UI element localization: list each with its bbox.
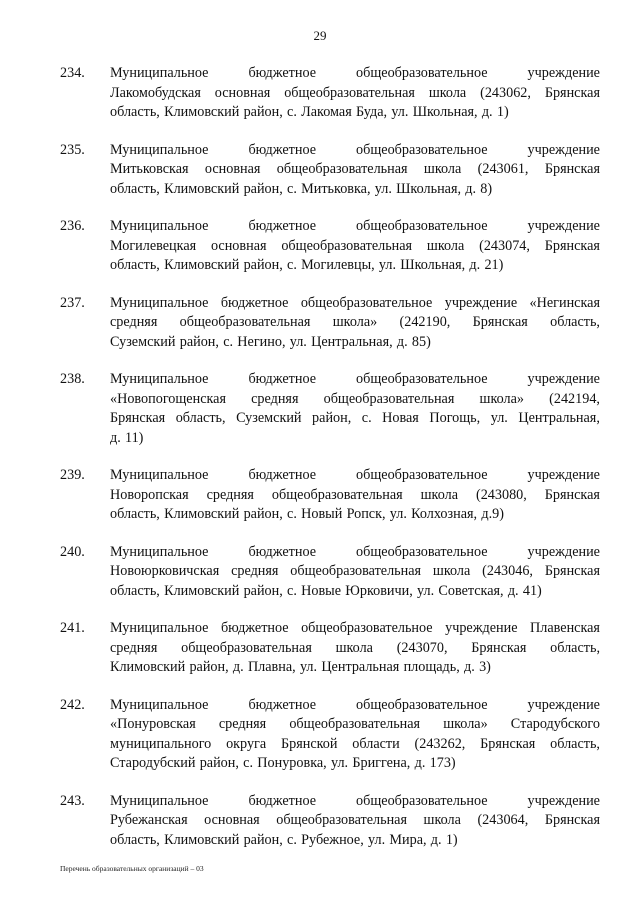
entry-line: муниципального округа Брянской области (243262, Брянская область, xyxy=(110,735,600,752)
entry-line: Стародубский район, с. Понуровка, ул. Бриггена, д. 173) xyxy=(110,755,456,771)
entry-line: Муниципальное бюджетное общеобразовательное учреждение xyxy=(110,65,600,81)
list-item xyxy=(60,370,600,448)
entry-line: Муниципальное бюджетное общеобразовательное учреждение xyxy=(110,218,600,234)
entry-line: Муниципальное бюджетное общеобразовательное учреждение «Негинская xyxy=(110,294,600,311)
entry-number: 238. xyxy=(60,371,85,387)
entry-line: область, Климовский район, с. Рубежное, ул. Мира, д. 1) xyxy=(110,831,458,848)
entry-line: д. 11) xyxy=(110,429,144,446)
entry-text xyxy=(110,141,600,200)
entry-line: Новоропская средняя общеобразовательная школа (243080, Брянская xyxy=(110,486,600,503)
list-item xyxy=(60,619,600,678)
entry-line: область, Климовский район, с. Новые Юрковичи, ул. Советская, д. 41) xyxy=(110,582,542,599)
entry-line: Муниципальное бюджетное общеобразовательное учреждение xyxy=(110,141,600,158)
entry-line: «Понуровская средняя общеобразовательная школа» Стародубского xyxy=(110,716,600,732)
entry-line: Рубежанская основная общеобразовательная школа (243064, Брянская xyxy=(110,812,600,828)
list-item xyxy=(60,792,600,851)
entry-text xyxy=(110,64,600,123)
footer-note: Перечень образовательных организаций – 03 xyxy=(60,864,204,873)
entry-number: 241. xyxy=(60,620,85,636)
entry-line: область, Климовский район, с. Лакомая Буда, ул. Школьная, д. 1) xyxy=(110,104,509,120)
list-item xyxy=(60,294,600,353)
list-item xyxy=(60,217,600,276)
entry-text xyxy=(110,466,600,525)
entry-text xyxy=(110,792,600,851)
page-number: 29 xyxy=(313,28,327,43)
entry-line: средняя общеобразовательная школа (243070, Брянская область, xyxy=(110,639,600,656)
entry-line: Климовский район, д. Плавна, ул. Центральная площадь, д. 3) xyxy=(110,659,491,675)
entry-line: Муниципальное бюджетное общеобразовательное учреждение xyxy=(110,543,600,560)
entry-line: Муниципальное бюджетное общеобразовательное учреждение xyxy=(110,371,600,387)
entry-text xyxy=(110,696,600,774)
entry-line: Брянская область, Суземский район, с. Новая Погощь, ул. Центральная, xyxy=(110,410,600,426)
entry-number: 240. xyxy=(60,543,85,560)
entry-line: Суземский район, с. Негино, ул. Центральная, д. 85) xyxy=(110,333,431,350)
entry-number: 237. xyxy=(60,294,85,311)
entry-text xyxy=(110,294,600,353)
entry-list xyxy=(60,64,600,868)
entry-line: «Новопогощенская средняя общеобразовательная школа» (242194, xyxy=(110,390,600,407)
list-item xyxy=(60,696,600,774)
list-item xyxy=(60,466,600,525)
entry-line: средняя общеобразовательная школа» (242190, Брянская область, xyxy=(110,314,600,330)
entry-line: область, Климовский район, с. Митьковка, ул. Школьная, д. 8) xyxy=(110,180,493,197)
entry-line: Могилевецкая основная общеобразовательная школа (243074, Брянская xyxy=(110,237,600,254)
list-item xyxy=(60,543,600,602)
entry-text xyxy=(110,217,600,276)
entry-number: 236. xyxy=(60,218,85,234)
entry-text xyxy=(110,370,600,448)
entry-line: Лакомобудская основная общеобразовательная школа (243062, Брянская xyxy=(110,84,600,101)
entry-line: Митьковская основная общеобразовательная школа (243061, Брянская xyxy=(110,161,600,177)
entry-text xyxy=(110,619,600,678)
entry-line: Новоюрковичская средняя общеобразовательная школа (243046, Брянская xyxy=(110,563,600,579)
entry-line: область, Климовский район, с. Могилевцы, ул. Школьная, д. 21) xyxy=(110,257,504,273)
entry-number: 239. xyxy=(60,467,85,483)
entry-line: область, Климовский район, с. Новый Ропск, ул. Колхозная, д.9) xyxy=(110,506,504,522)
entry-line: Муниципальное бюджетное общеобразовательное учреждение Плавенская xyxy=(110,620,600,636)
entry-line: Муниципальное бюджетное общеобразовательное учреждение xyxy=(110,467,600,483)
list-item xyxy=(60,64,600,123)
entry-line: Муниципальное бюджетное общеобразовательное учреждение xyxy=(110,792,600,809)
entry-text xyxy=(110,543,600,602)
entry-number: 235. xyxy=(60,141,85,158)
list-item xyxy=(60,141,600,200)
entry-number: 243. xyxy=(60,792,85,809)
entry-number: 242. xyxy=(60,696,85,713)
entry-line: Муниципальное бюджетное общеобразовательное учреждение xyxy=(110,696,600,713)
entry-number: 234. xyxy=(60,65,85,81)
